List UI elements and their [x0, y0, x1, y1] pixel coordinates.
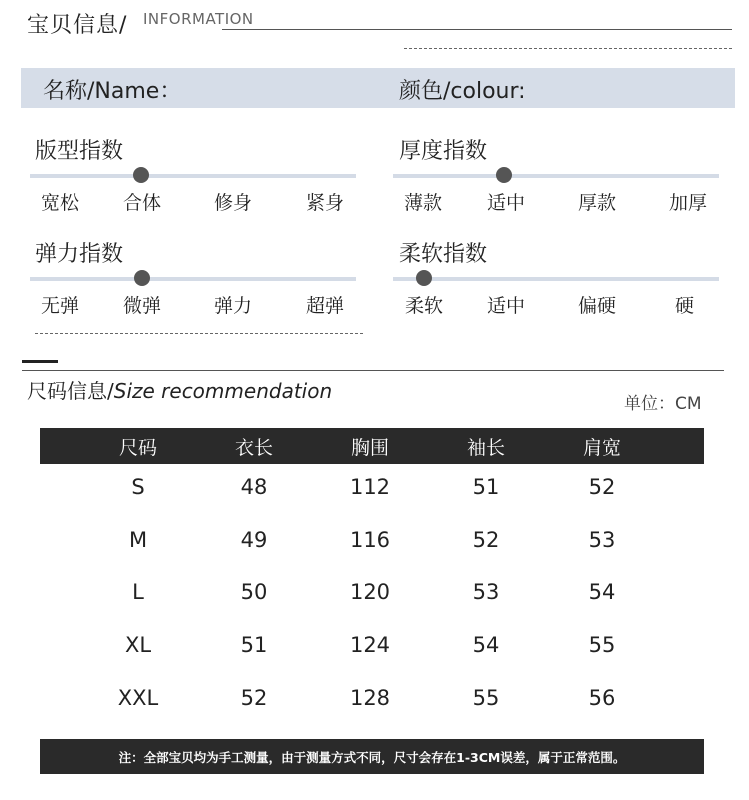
thickness-option: 厚款	[578, 192, 617, 214]
size-table-cell: 124	[349, 633, 391, 657]
softness-option: 柔软	[405, 295, 444, 317]
size-table-cell: 112	[349, 475, 391, 499]
size-table-cell: 120	[349, 580, 391, 604]
size-section-accent	[22, 360, 58, 363]
size-table-cell: 54	[472, 633, 500, 657]
size-table-cell: 52	[472, 528, 500, 552]
size-section-title	[27, 375, 332, 404]
size-table-header-cell: 袖长	[466, 437, 505, 459]
softness-index-knob	[416, 270, 432, 286]
size-title-en: Size recommendation	[113, 379, 333, 403]
stretch-index-track	[30, 277, 356, 281]
size-table-cell: 53	[472, 580, 500, 604]
thickness-index-track	[393, 174, 719, 178]
size-table-cell: 56	[588, 686, 616, 710]
softness-option: 适中	[487, 295, 526, 317]
measurement-note: 注：全部宝贝均为手工测量，由于测量方式不同，尺寸会存在1-3CM误差，属于正常范围。	[118, 750, 626, 765]
size-table-cell: 53	[588, 528, 616, 552]
name-label: 名称/Name：	[43, 79, 182, 104]
fit-option: 合体	[123, 192, 162, 214]
thickness-option: 薄款	[404, 192, 443, 214]
fit-index-title: 版型指数	[35, 139, 124, 164]
softness-index-title: 柔软指数	[399, 242, 488, 267]
fit-option: 修身	[214, 192, 253, 214]
size-table-header-cell: 胸围	[350, 437, 389, 459]
header-dashed-divider	[404, 48, 732, 49]
size-table-cell: S	[131, 475, 145, 499]
fit-option: 紧身	[306, 192, 345, 214]
size-table-header-cell: 衣长	[234, 437, 273, 459]
size-table-cell: 128	[349, 686, 391, 710]
size-section-divider	[22, 370, 724, 371]
section-title-info-en: INFORMATION	[143, 10, 254, 28]
size-table-cell: XXL	[117, 686, 159, 710]
stretch-index-knob	[134, 270, 150, 286]
size-title-cn: 尺码信息/	[27, 379, 114, 403]
size-table-cell: 116	[349, 528, 391, 552]
size-table-cell: XL	[124, 633, 152, 657]
stretch-option: 微弹	[123, 295, 162, 317]
size-table-cell: 50	[240, 580, 268, 604]
stretch-option: 无弹	[41, 295, 80, 317]
fit-index-track	[30, 174, 356, 178]
size-table-header-cell: 肩宽	[582, 437, 621, 459]
header-divider	[222, 29, 732, 30]
size-table-cell: 52	[588, 475, 616, 499]
stretch-option: 弹力	[214, 295, 253, 317]
size-table-cell: 51	[472, 475, 500, 499]
size-table-cell: 52	[240, 686, 268, 710]
size-table-cell: 54	[588, 580, 616, 604]
size-table-cell: 55	[472, 686, 500, 710]
thickness-index-knob	[496, 167, 512, 183]
size-table-cell: 51	[240, 633, 268, 657]
thickness-option: 加厚	[669, 192, 708, 214]
fit-option: 宽松	[41, 192, 80, 214]
size-table-cell: 48	[240, 475, 268, 499]
thickness-option: 适中	[487, 192, 526, 214]
section-title-info: 宝贝信息/	[27, 13, 128, 38]
size-table-header-cell: 尺码	[118, 437, 157, 459]
size-table-cell: L	[132, 580, 144, 604]
thickness-index-title: 厚度指数	[399, 139, 488, 164]
index-dashed-divider	[35, 333, 363, 334]
stretch-option: 超弹	[306, 295, 345, 317]
size-table-cell: 55	[588, 633, 616, 657]
size-table-cell: M	[128, 528, 148, 552]
colour-label: 颜色/colour:	[399, 79, 526, 104]
size-table-cell: 49	[240, 528, 268, 552]
fit-index-knob	[133, 167, 149, 183]
stretch-index-title: 弹力指数	[35, 242, 124, 267]
softness-index-track	[393, 277, 719, 281]
softness-option: 偏硬	[578, 295, 617, 317]
softness-option: 硬	[675, 295, 695, 317]
size-unit-label: 单位：CM	[624, 394, 702, 414]
